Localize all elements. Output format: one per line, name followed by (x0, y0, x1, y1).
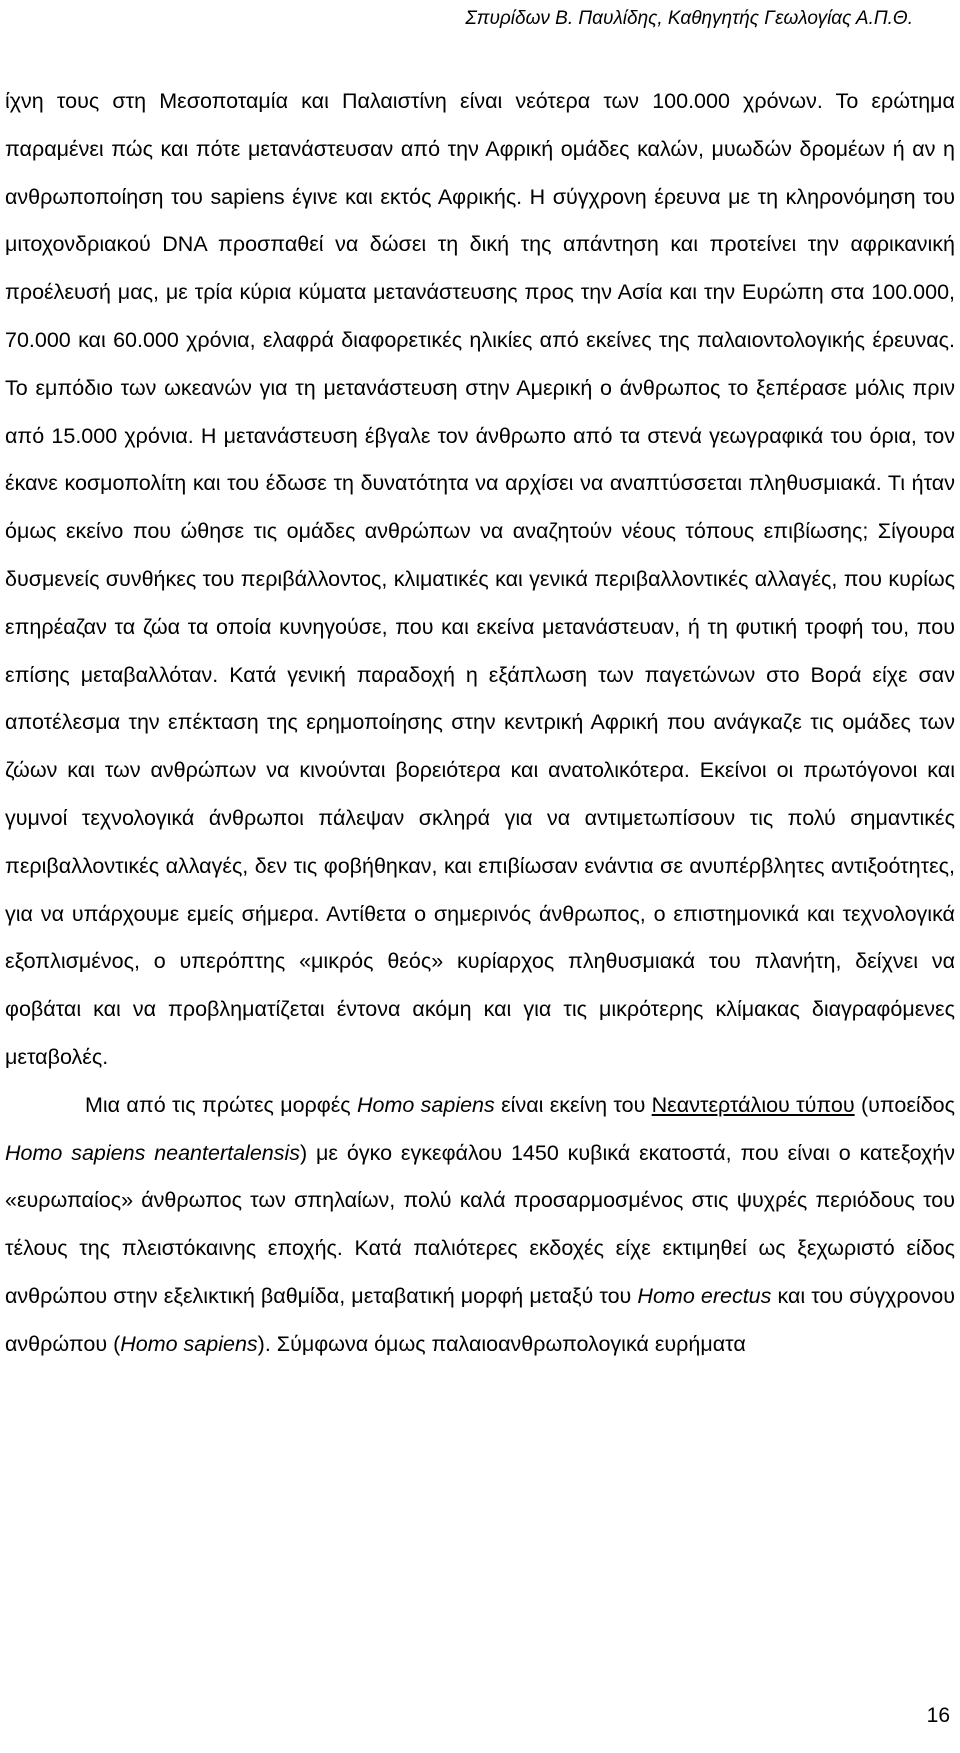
body-text (5, 78, 955, 1369)
text-run: (υποείδος (854, 1092, 955, 1117)
text-run: είναι εκείνη του (494, 1092, 652, 1117)
paragraph-neanderthal (5, 1082, 955, 1369)
page-number: 16 (926, 1704, 950, 1727)
text-run: ) με όγκο εγκεφάλου 1450 κυβικά εκατοστά, που είναι ο κατεξοχήν «ευρωπαίος» άνθρωπος των σπηλαίων, πολύ καλά προσαρμοσμένος στις ψυχρές περιόδους του τέλους της πλειστόκαινης εποχής. Κατά παλιότερες εκδοχές είχε εκτιμηθεί ως ξεχωριστό είδος ανθρώπου στην εξελικτική βαθμίδα, μεταβατική μορφή μεταξύ του (5, 1140, 955, 1308)
underlined-term: Νεαντερτάλιου τύπου (651, 1092, 855, 1117)
paragraph-migration: ίχνη τους στη Μεσοποταμία και Παλαιστίνη είναι νεότερα των 100.000 χρόνων. Το ερώτημα παραμένει πώς και πότε μετανάστευσαν από την Αφρική ομάδες καλών, μυωδών δρομέων ή αν η ανθρωποποίηση του sapiens έγινε και εκτός Αφρικής. Η σύγχρονη έρευνα με τη κληρονόμηση του μιτοχονδριακού DNA προσπαθεί να δώσει τη δική της απάντηση και προτείνει την αφρικανική προέλευσή μας, με τρία κύρια κύματα μετανάστευσης προς την Ασία και την Ευρώπη στα 100.000, 70.000 και 60.000 χρόνια, ελαφρά διαφορετικές ηλικίες από εκείνες της παλαιοντολογικής έρευνας. Το εμπόδιο των ωκεανών για τη μετανάστευση στην Αμερική ο άνθρωπος το ξεπέρασε μόλις πριν από 15.000 χρόνια. Η μετανάστευση έβγαλε τον άνθρωπο από τα στενά γεωγραφικά του όρια, τον έκανε κοσμοπολίτη και του έδωσε τη δυνατότητα να αρχίσει να αναπτύσσεται πληθυσμιακά. Τι ήταν όμως εκείνο που ώθησε τις ομάδες ανθρώπων να αναζητούν νέους τόπους επιβίωσης; Σίγουρα δυσμενείς συνθήκες του περιβάλλοντος, κλιματικές και γενικά περιβαλλοντικές αλλαγές, που κυρίως επηρέαζαν τα ζώα τα οποία κυνηγούσε, που και εκείνα μετανάστευαν, ή τη φυτική τροφή του, που επίσης μεταβαλλόταν. Κατά γενική παραδοχή η εξάπλωση των παγετώνων στο Βορά είχε σαν αποτέλεσμα την επέκταση της ερημοποίησης στην κεντρική Αφρική που ανάγκαζε τις ομάδες των ζώων και των ανθρώπων να κινούνται βορειότερα και ανατολικότερα. Εκείνοι οι πρωτόγονοι και γυμνοί τεχνολογικά άνθρωποι πάλεψαν σκληρά για να αντιμετωπίσουν τις πολύ σημαντικές περιβαλλοντικές αλλαγές, δεν τις φοβήθηκαν, και επιβίωσαν ενάντια σε ανυπέρβλητες αντιξοότητες, για να υπάρχουμε εμείς σήμερα. Αντίθετα ο σημερινός άνθρωπος, ο επιστημονικά και τεχνολογικά εξοπλισμένος, ο υπερόπτης «μικρός θεός» κυρίαρχος πληθυσμιακά του πλανήτη, δείχνει να φοβάται και να προβληματίζεται έντονα ακόμη και για τις μικρότερης κλίμακας διαγραφόμενες μεταβολές. (5, 89, 955, 1069)
text-run: και του σύγχρονου ανθρώπου ( (5, 1283, 956, 1356)
italic-term: Homo sapiens (356, 1092, 495, 1117)
italic-term: Homo sapiens neantertalensis (5, 1140, 301, 1165)
text-run: ). Σύμφωνα όμως παλαιοανθρωπολογικά ευρήματα (257, 1331, 746, 1356)
italic-term: Homo sapiens (120, 1331, 258, 1356)
italic-term: Homo erectus (637, 1283, 772, 1308)
running-header: Σπυρίδων Β. Παυλίδης, Καθηγητής Γεωλογίας Α.Π.Θ. (465, 8, 913, 29)
text-run: Μια από τις πρώτες μορφές (85, 1092, 357, 1117)
